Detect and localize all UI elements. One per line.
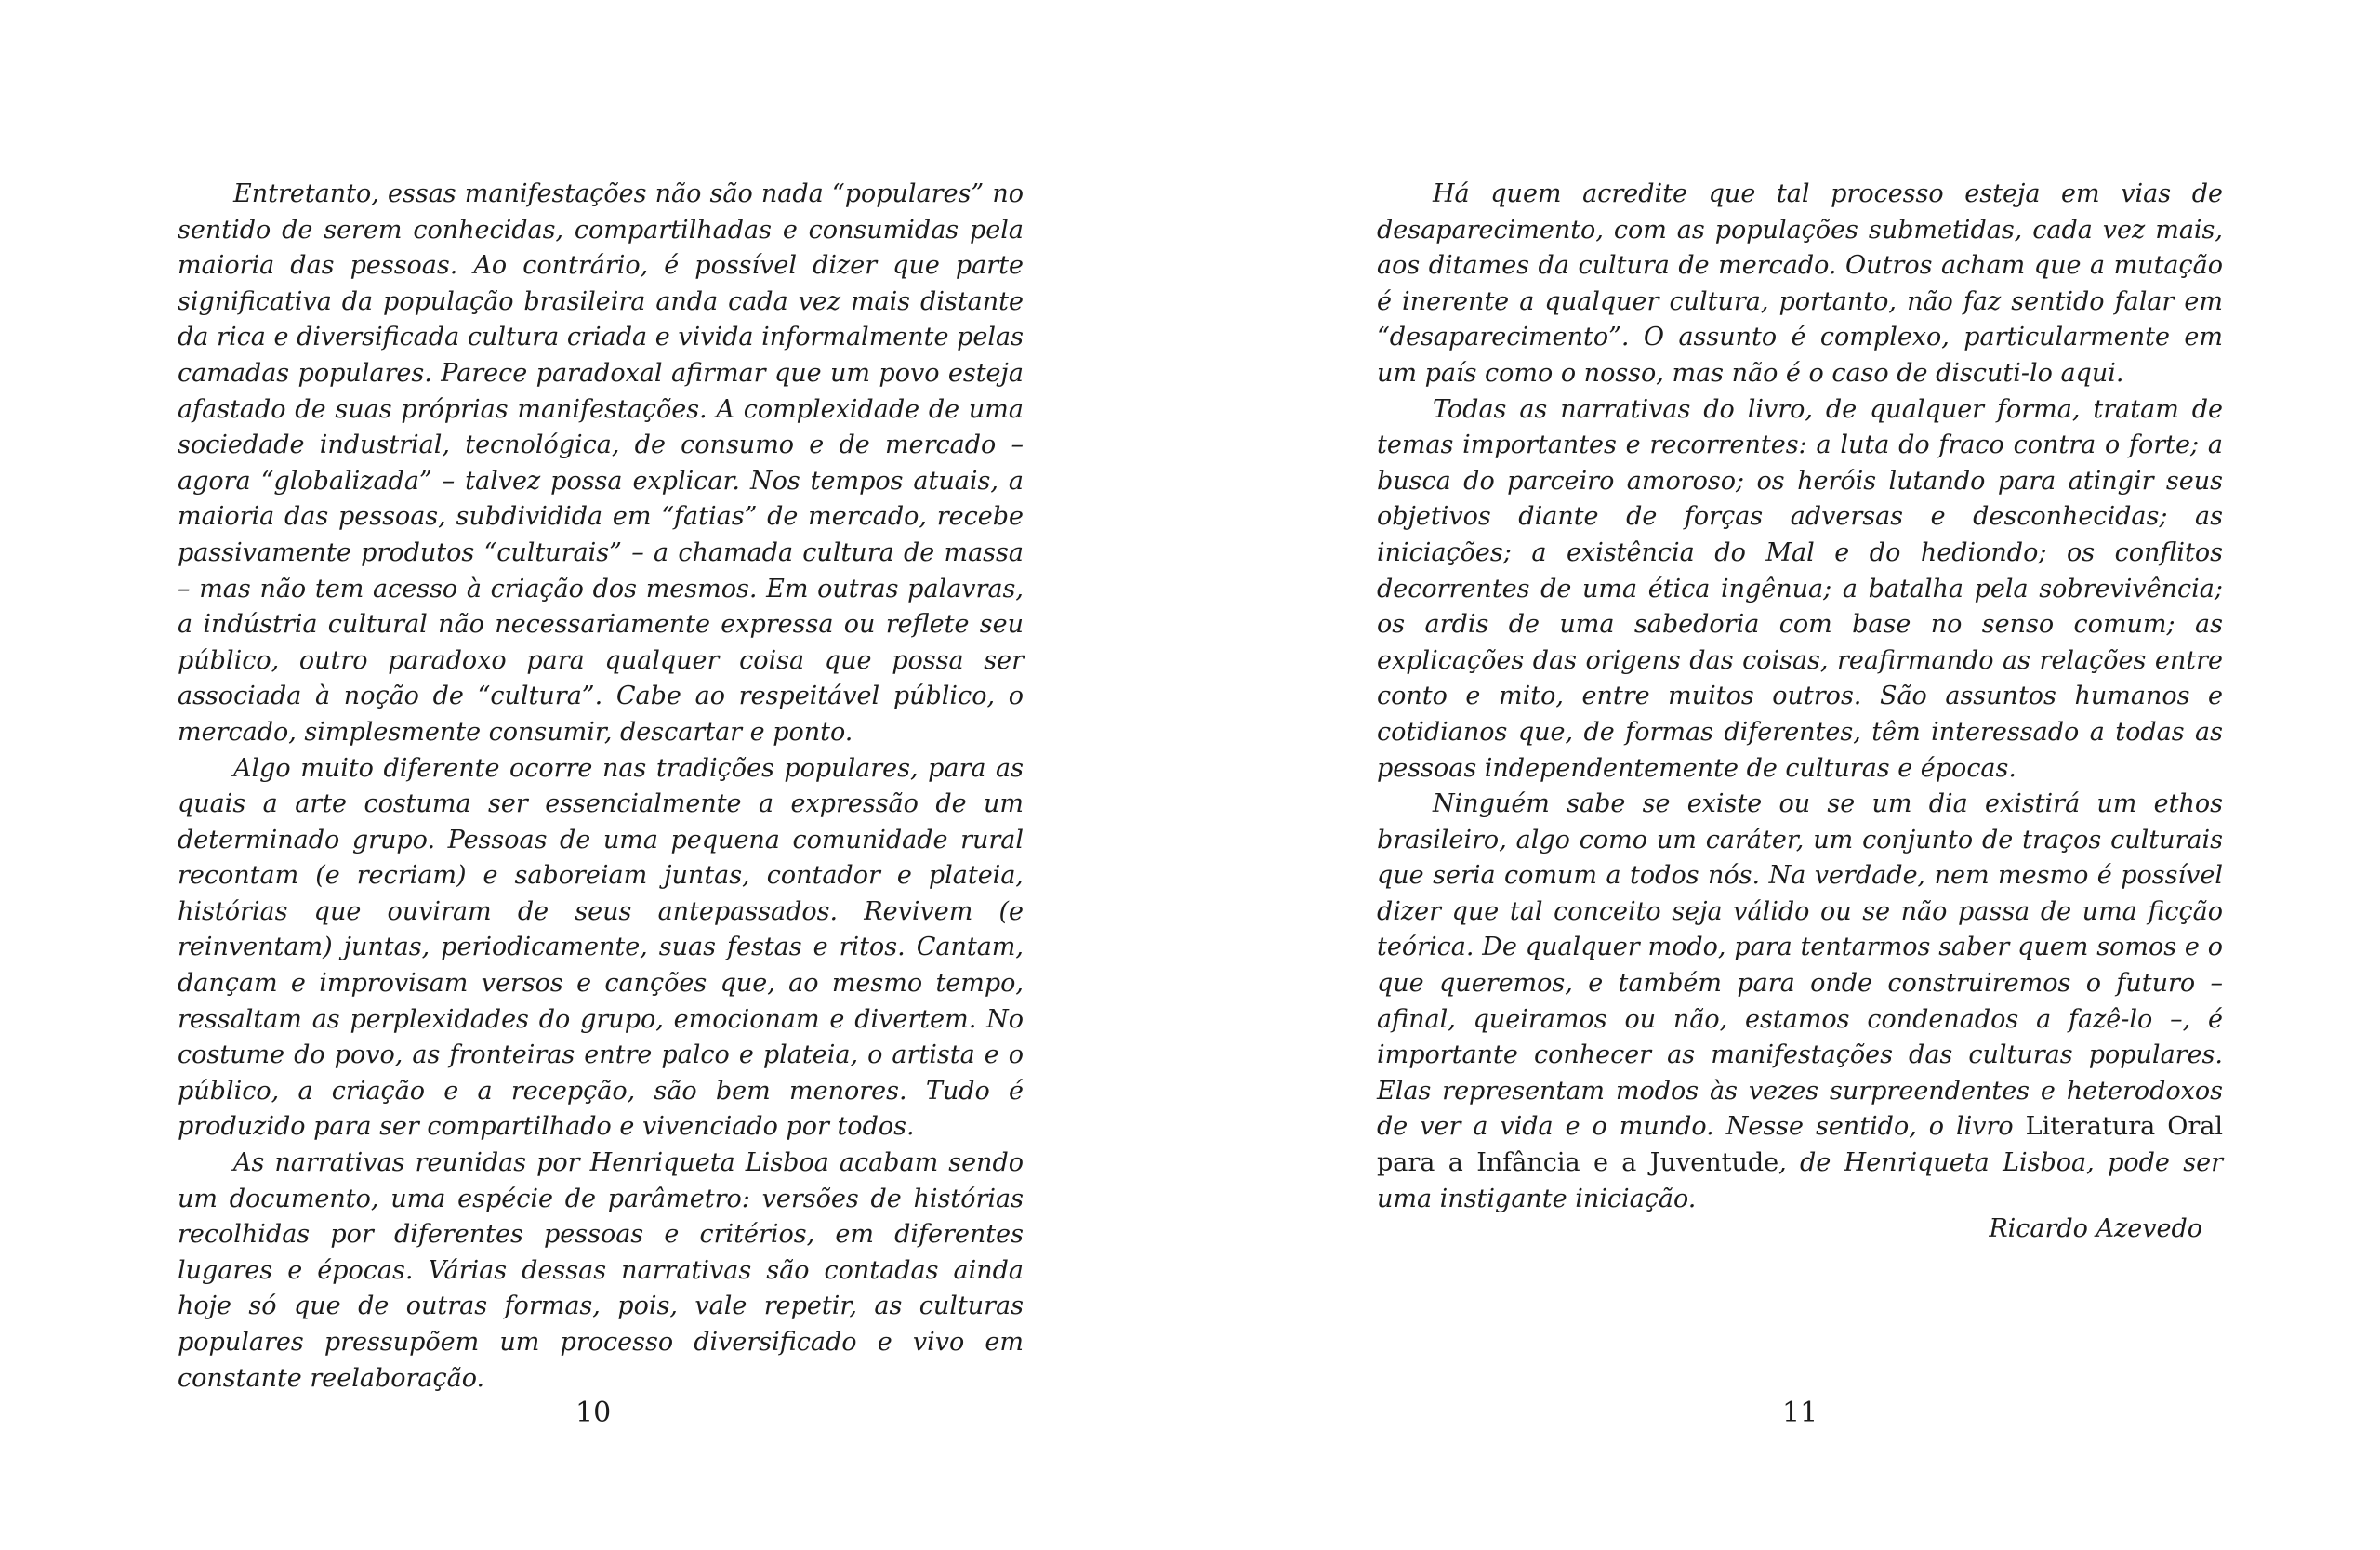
paragraph: Todas as narrativas do livro, de qualquer forma, tratam de temas importantes e recorrentes: a luta do fraco contra o forte; a busca do parceiro amoroso; os heróis lutando para atingir seus objetivos diante de forças adversas e desconhecidas; as iniciações; a existência do Mal e do hediondo; os conflitos decorrentes de uma ética ingênua; a batalha pela sobrevivência; os ardis de uma sabedoria com base no senso comum; as explicações das origens das coisas, reafirmando as relações entre conto e mito, entre muitos outros. São assuntos humanos e cotidianos que, de formas diferentes, têm interessado a todas as pessoas independentemente de culturas e épocas. bbox=[1377, 394, 2223, 783]
paragraph bbox=[1377, 787, 2223, 1217]
page-number: 10 bbox=[575, 1397, 612, 1429]
paragraph: Algo muito diferente ocorre nas tradições populares, para as quais a arte costuma ser essencialmente a expressão de um determinado grupo. Pessoas de uma pequena comunidade rural recontam (e recriam) e saboreiam juntas, contador e plateia, histórias que ouviram de seus antepassados. Revivem (e reinventam) juntas, periodicamente, suas festas e ritos. Cantam, dançam e improvisam versos e canções que, ao mesmo tempo, ressaltam as perplexidades do grupo, emocionam e divertem. No costume do povo, as fronteiras entre palco e plateia, o artista e o público, a criação e a recepção, são bem menores. Tudo é produzido para ser compartilhado e vivenciado por todos. bbox=[178, 753, 1024, 1142]
author-signature: Ricardo Azevedo bbox=[1989, 1214, 2202, 1243]
page-number: 11 bbox=[1782, 1397, 1818, 1429]
paragraph: Entretanto, essas manifestações não são nada “populares” no sentido de serem conhecidas, compartilhadas e consumidas pela maioria das pessoas. Ao contrário, é possível dizer que parte significativa da população brasileira anda cada vez mais distante da rica e diversificada cultura criada e vivida informalmente pelas camadas populares. Parece paradoxal afirmar que um povo esteja afastado de suas próprias manifestações. A complexidade de uma sociedade industrial, tecnológica, de consumo e de mercado – agora “globalizada” – talvez possa explicar. Nos tempos atuais, a maioria das pessoas, subdividida em “fatias” de mercado, recebe passivamente produtos “culturais” – a chamada cultura de massa – mas não tem acesso à criação dos mesmos. Em outras palavras, a indústria cultural não necessariamente expressa ou reflete seu público, outro paradoxo para qualquer coisa que possa ser associada à noção de “cultura”. Cabe ao respeitável público, o mercado, simplesmente consumir, descartar e ponto. bbox=[178, 179, 1024, 747]
right-page-text bbox=[1377, 177, 2223, 1217]
paragraph-text: Ninguém sabe se existe ou se um dia existirá um ethos brasileiro, algo como um caráter, um conjunto de traços culturais que seria comum a todos nós. Na verdade, nem mesmo é possível dizer que tal conceito seja válido ou se não passa de uma ficção teórica. De qualquer modo, para tentarmos saber quem somos e o que queremos, e também para onde construiremos o futuro – afinal, queiramos ou não, estamos condenados a fazê-lo –, é importante conhecer as manifestações das culturas populares. Elas representam modos às vezes surpreendentes e heterodoxos de ver a vida e o mundo. Nesse sentido, o livro bbox=[1377, 789, 2223, 1142]
book-title: Literatura Oral para a Infância e a Juventude bbox=[1377, 1112, 2223, 1178]
paragraph-text: , de Henriqueta Lisboa, pode ser uma instigante iniciação. bbox=[1377, 1148, 2223, 1213]
left-page-text bbox=[178, 177, 1024, 1397]
paragraph: Há quem acredite que tal processo esteja em vias de desaparecimento, com as populações submetidas, cada vez mais, aos ditames da cultura de mercado. Outros acham que a mutação é inerente a qualquer cultura, portanto, não faz sentido falar em “desaparecimento”. O assunto é complexo, particularmente em um país como o nosso, mas não é o caso de discuti-lo aqui. bbox=[1377, 179, 2223, 388]
right-page bbox=[1190, 0, 2380, 1550]
paragraph: As narrativas reunidas por Henriqueta Lisboa acabam sendo um documento, uma espécie de parâmetro: versões de histórias recolhidas por diferentes pessoas e critérios, em diferentes lugares e épocas. Várias dessas narrativas são contadas ainda hoje só que de outras formas, pois, vale repetir, as culturas populares pressupõem um processo diversificado e vivo em constante reelaboração. bbox=[178, 1148, 1024, 1393]
